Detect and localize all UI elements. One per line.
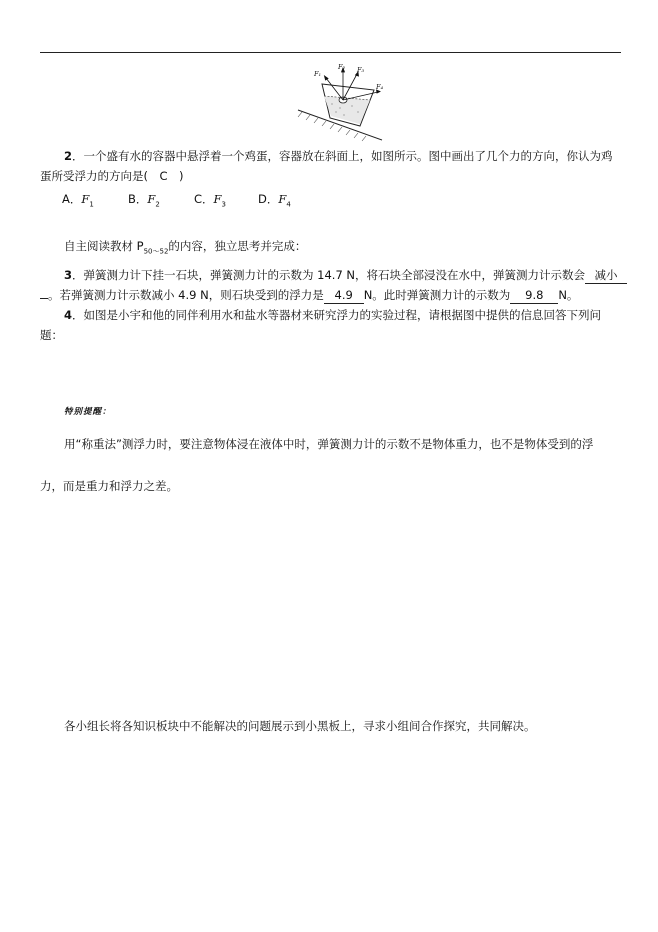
force-label-f2: F₂ (338, 63, 346, 71)
group-discussion-text: 各小组长将各知识板块中不能解决的问题展示到小黑板上，寻求小组间合作探究，共同解决。 (64, 719, 536, 733)
q2-line2: 蛋所受浮力的方向是( C ) (40, 169, 184, 183)
header-rule (40, 52, 621, 53)
q3-answer-blank-1: 减小 (585, 268, 627, 284)
q3-answer-blank-3: 9.8 (510, 288, 558, 304)
q2-line1: 2．一个盛有水的容器中悬浮着一个鸡蛋，容器放在斜面上，如图所示。图中画出了几个力的方向，你认为鸡 (64, 149, 613, 163)
q3-line1: 3．弹簧测力计下挂一石块，弹簧测力计的示数为 14.7 N，将石块全部浸没在水中，弹簧测力计示数会 减小 (64, 265, 627, 285)
q4-line2: 题： (40, 328, 63, 342)
tip-line1: 用“称重法”测浮力时，要注意物体浸在液体中时，弹簧测力计的示数不是物体重力，也不是物体受到的浮 (64, 437, 594, 451)
force-label-f1: F₁ (314, 70, 322, 78)
tip-heading: 特别提醒： (64, 407, 112, 417)
tip-line2: 力，而是重力和浮力之差。 (40, 479, 178, 493)
q3-line2: 。若弹簧测力计示数减小 4.9 N，则石块受到的浮力是 4.9 N。此时弹簧测力计的示数为 9.8 N。 (40, 285, 578, 305)
q4-line1: 4．如图是小宇和他的同伴利用水和盐水等器材来研究浮力的实验过程，请根据图中提供的信息回答下列问 (64, 308, 602, 322)
q3-answer-blank-2: 4.9 (324, 288, 364, 304)
q2-option-c: C．$F_3$ (194, 192, 226, 209)
force-label-f4: F₄ (376, 83, 384, 91)
reading-instruction: 自主阅读教材 $P_{50\sim 52}$的内容，独立思考并完成： (64, 239, 307, 256)
force-label-f3: F₃ (357, 66, 365, 74)
q2-option-d: D．$F_4$ (258, 192, 291, 209)
incline-container-figure (296, 62, 388, 142)
q2-option-a: A．$F_1$ (62, 192, 94, 209)
q2-option-b: B．$F_2$ (128, 192, 160, 209)
q3-blank1-tail (40, 298, 48, 299)
